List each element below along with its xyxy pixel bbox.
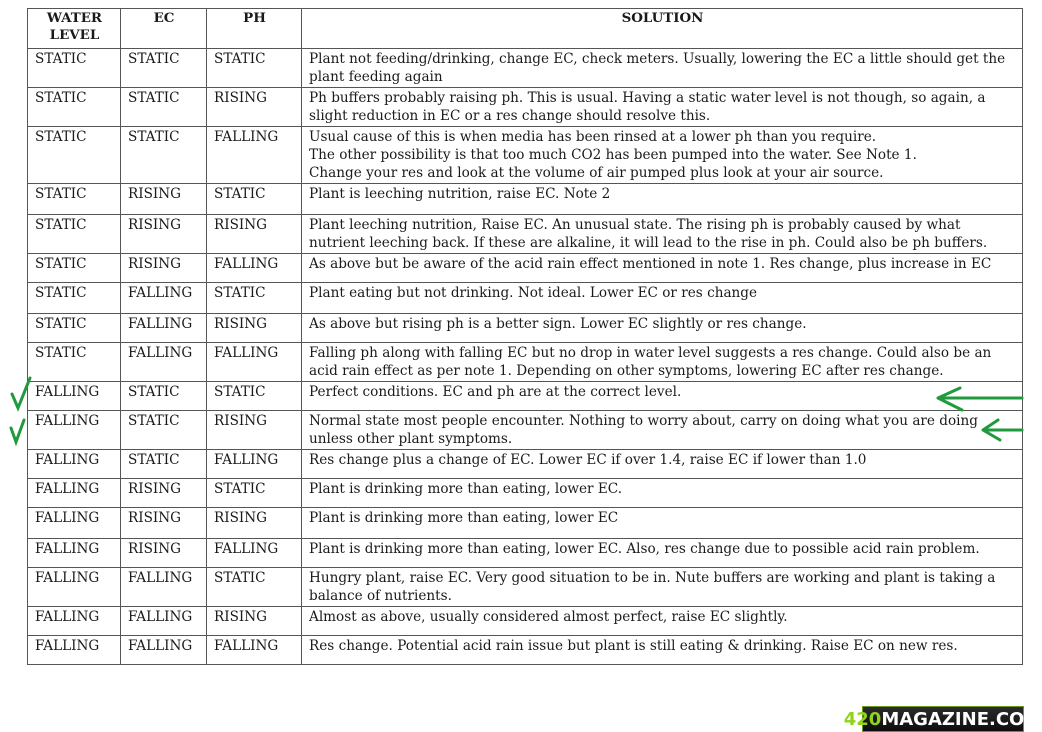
solution-line: Plant not feeding/drinking, change EC, check meters. Usually, lowering the EC a little should get the plant feeding again [309,51,1006,85]
table-row [28,479,1023,508]
cell-ec: FALLING [121,283,207,314]
solution-line: Plant is drinking more than eating, lower EC [309,510,619,526]
solution-line: Usual cause of this is when media has been rinsed at a lower ph than you require. [309,129,877,145]
cell-solution [302,411,1023,450]
solution-line: The other possibility is that too much CO2 has been pumped into the water. See Note 1. [309,147,917,163]
solution-line: Perfect conditions. EC and ph are at the correct level. [309,384,682,400]
table-row [28,568,1023,607]
cell-solution [302,49,1023,88]
cell-water-level: STATIC [28,184,121,215]
solution-line: Change your res and look at the volume of air pumped plus look at your air source. [309,165,884,181]
table-row [28,254,1023,283]
table-row [28,314,1023,343]
table-row [28,382,1023,411]
table-row [28,450,1023,479]
cell-ph: FALLING [207,636,302,665]
table-row [28,127,1023,184]
solution-line: Hungry plant, raise EC. Very good situation to be in. Nute buffers are working and plant is taking a balance of nutrients. [309,570,996,604]
cell-water-level: STATIC [28,215,121,254]
cell-solution [302,254,1023,283]
cell-water-level: FALLING [28,411,121,450]
solution-line: Normal state most people encounter. Nothing to worry about, carry on doing what you are doing unless other plant symptoms. [309,413,978,447]
cell-solution [302,636,1023,665]
cell-ec: FALLING [121,636,207,665]
cell-ph: STATIC [207,568,302,607]
cell-ph: FALLING [207,450,302,479]
header-row [28,9,1023,49]
cell-water-level: STATIC [28,127,121,184]
cell-ph: STATIC [207,479,302,508]
cell-ph: STATIC [207,49,302,88]
cell-ph: STATIC [207,283,302,314]
cell-ec: FALLING [121,568,207,607]
cell-ec: RISING [121,184,207,215]
cell-water-level: FALLING [28,479,121,508]
solution-line: As above but rising ph is a better sign. Lower EC slightly or res change. [309,316,807,332]
solution-line: Res change plus a change of EC. Lower EC if over 1.4, raise EC if lower than 1.0 [309,452,867,468]
cell-water-level: STATIC [28,254,121,283]
cell-water-level: FALLING [28,539,121,568]
cell-solution [302,450,1023,479]
cell-solution [302,539,1023,568]
site-watermark-logo [843,706,1042,732]
cell-water-level: FALLING [28,508,121,539]
cell-ph: STATIC [207,184,302,215]
cell-solution [302,215,1023,254]
cell-solution [302,314,1023,343]
reference-table [27,8,1023,665]
cell-ec: STATIC [121,127,207,184]
table-row [28,411,1023,450]
cell-ec: STATIC [121,49,207,88]
solution-line: Ph buffers probably raising ph. This is usual. Having a static water level is not though, so again, a slight reduction in EC or a res change should resolve this. [309,90,986,124]
cell-water-level: STATIC [28,283,121,314]
cell-ec: RISING [121,254,207,283]
table-row [28,343,1023,382]
check-mark-icon [11,420,24,442]
solution-line: Plant is drinking more than eating, lower EC. [309,481,623,497]
cell-ec: RISING [121,539,207,568]
cell-ph: FALLING [207,539,302,568]
table-row [28,88,1023,127]
cell-water-level: STATIC [28,49,121,88]
solution-line: Plant eating but not drinking. Not ideal. Lower EC or res change [309,285,758,301]
cell-water-level: FALLING [28,450,121,479]
cell-ph: RISING [207,88,302,127]
cell-ec: STATIC [121,411,207,450]
table-row [28,283,1023,314]
cell-solution [302,343,1023,382]
cell-ec: STATIC [121,382,207,411]
cell-ph: FALLING [207,343,302,382]
table-row [28,49,1023,88]
header-solution: SOLUTION [302,9,1023,49]
cell-solution [302,508,1023,539]
cell-ph: RISING [207,411,302,450]
cell-ec: STATIC [121,450,207,479]
solution-line: Res change. Potential acid rain issue but plant is still eating & drinking. Raise EC on new res. [309,638,958,654]
solution-line: Plant is leeching nutrition, raise EC. Note 2 [309,186,611,202]
cell-water-level: FALLING [28,382,121,411]
cell-solution [302,568,1023,607]
header-ec: EC [121,9,207,49]
cell-ec: FALLING [121,343,207,382]
cell-solution [302,283,1023,314]
cell-water-level: FALLING [28,607,121,636]
cell-solution [302,382,1023,411]
cell-water-level: STATIC [28,343,121,382]
cell-ph: FALLING [207,127,302,184]
watermark-text: MAGAZINE.COM [881,708,1042,730]
cell-ph: STATIC [207,382,302,411]
cell-ph: RISING [207,314,302,343]
cell-water-level: FALLING [28,568,121,607]
solution-line: Falling ph along with falling EC but no drop in water level suggests a res change. Could also be an acid rain effect as per note 1. Depending on other symptoms, lowering EC after res change. [309,345,992,379]
cell-solution [302,127,1023,184]
cell-solution [302,607,1023,636]
cell-ec: STATIC [121,88,207,127]
solution-line: As above but be aware of the acid rain effect mentioned in note 1. Res change, plus increase in EC [309,256,992,272]
cell-water-level: STATIC [28,88,121,127]
watermark-number: 420 [843,708,882,730]
cell-ph: RISING [207,508,302,539]
solution-line: Almost as above, usually considered almost perfect, raise EC slightly. [309,609,788,625]
cell-water-level: STATIC [28,314,121,343]
cell-ec: RISING [121,215,207,254]
cell-ph: RISING [207,215,302,254]
table-row [28,215,1023,254]
cell-solution [302,479,1023,508]
header-ph: PH [207,9,302,49]
cell-ec: RISING [121,479,207,508]
table-row [28,539,1023,568]
table-row [28,508,1023,539]
solution-line: Plant is drinking more than eating, lower EC. Also, res change due to possible acid rain problem. [309,541,980,557]
cell-ph: RISING [207,607,302,636]
solution-line: Plant leeching nutrition, Raise EC. An unusual state. The rising ph is probably caused by what nutrient leeching back. If these are alkaline, it will lead to the rise in ph. Could also be ph buffers. [309,217,988,251]
cell-ph: FALLING [207,254,302,283]
table-row [28,607,1023,636]
header-water-level: WATER LEVEL [28,9,121,49]
cell-ec: FALLING [121,314,207,343]
cell-ec: FALLING [121,607,207,636]
cell-solution [302,88,1023,127]
table-row [28,184,1023,215]
cell-water-level: FALLING [28,636,121,665]
cell-ec: RISING [121,508,207,539]
table-row [28,636,1023,665]
cell-solution [302,184,1023,215]
